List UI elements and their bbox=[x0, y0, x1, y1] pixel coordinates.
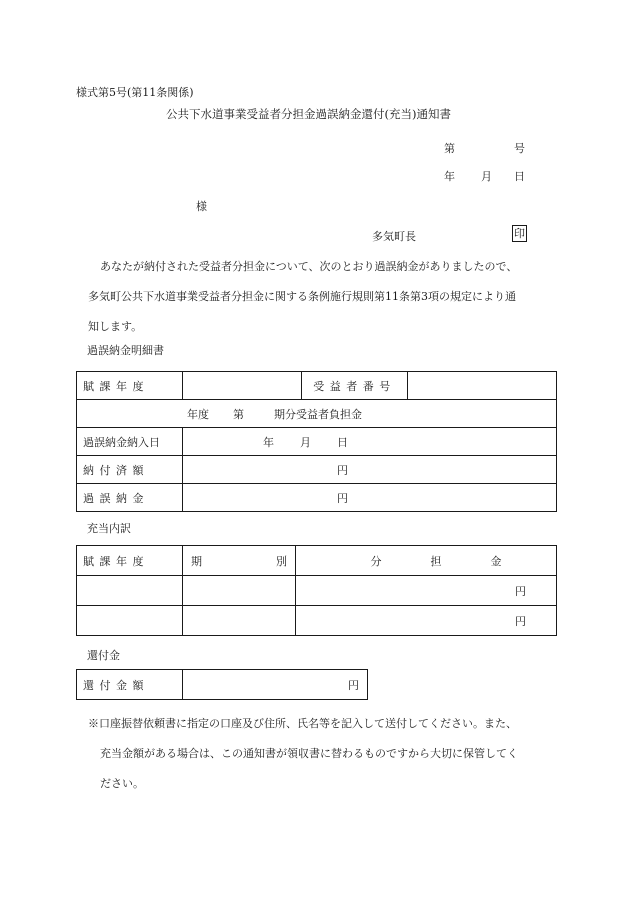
notice-body-line: 多気町公共下水道事業受益者分担金に関する条例施行規則第11条第3項の規定により通 bbox=[88, 290, 516, 303]
fiscal-year-value[interactable] bbox=[183, 372, 302, 400]
table-row bbox=[77, 606, 557, 636]
payment-date-value[interactable] bbox=[183, 428, 557, 456]
appropriation-table bbox=[76, 545, 557, 636]
table-row bbox=[77, 372, 557, 400]
table-row bbox=[77, 428, 557, 456]
payment-date-month: 月 bbox=[300, 435, 311, 449]
appropriation-share-header bbox=[296, 546, 557, 576]
table-row bbox=[77, 670, 368, 700]
refund-section-title: 還付金 bbox=[87, 649, 120, 662]
refund-amount-label: 還付金額 bbox=[77, 670, 183, 700]
appropriation-section-title: 充当内訳 bbox=[87, 522, 131, 535]
issue-date-day: 日 bbox=[514, 170, 525, 183]
refund-amount-unit: 円 bbox=[348, 678, 359, 692]
beneficiary-number-label: 受益者番号 bbox=[302, 372, 408, 400]
payment-date-year: 年 bbox=[263, 435, 274, 449]
paid-amount-label: 納付済額 bbox=[77, 456, 183, 484]
footnote-line: ださい。 bbox=[100, 777, 144, 790]
overpayment-value[interactable] bbox=[183, 484, 557, 512]
table-row bbox=[77, 456, 557, 484]
issue-date-month: 月 bbox=[481, 170, 492, 183]
table-row bbox=[77, 576, 557, 606]
appropriation-amount-cell[interactable] bbox=[296, 606, 557, 636]
footnote-line: ※口座振替依頼書に指定の口座及び住所、氏名等を記入して送付してください。また、 bbox=[88, 717, 517, 730]
table-row bbox=[77, 484, 557, 512]
issue-date-year: 年 bbox=[444, 170, 455, 183]
document-title: 公共下水道事業受益者分担金過誤納金還付(充当)通知書 bbox=[166, 107, 451, 121]
paid-amount-value[interactable] bbox=[183, 456, 557, 484]
appropriation-year-cell[interactable] bbox=[77, 576, 183, 606]
detail-section-title: 過誤納金明細書 bbox=[87, 344, 164, 357]
refund-table bbox=[76, 669, 368, 700]
appropriation-amount-cell[interactable] bbox=[296, 576, 557, 606]
period-suffix-label: 期分受益者負担金 bbox=[274, 407, 362, 421]
recipient-honorific: 様 bbox=[196, 200, 207, 213]
document-number-suffix: 号 bbox=[514, 142, 525, 155]
appropriation-year-header: 賦課年度 bbox=[77, 546, 183, 576]
period-header-b: 別 bbox=[276, 554, 287, 568]
refund-amount-value[interactable] bbox=[183, 670, 368, 700]
notice-body-line: あなたが納付された受益者分担金について、次のとおり過誤納金がありましたので、 bbox=[100, 260, 518, 273]
footnote-line: 充当金額がある場合は、この通知書が領収書に替わるものですから大切に保管してく bbox=[100, 747, 518, 760]
table-row bbox=[77, 546, 557, 576]
paid-amount-unit: 円 bbox=[337, 463, 348, 477]
amount-unit: 円 bbox=[515, 584, 526, 598]
payment-date-day: 日 bbox=[337, 435, 348, 449]
document-number-label: 第 bbox=[444, 142, 455, 155]
period-description bbox=[77, 400, 557, 428]
seal-mark: 印 bbox=[514, 227, 525, 240]
share-header-c: 金 bbox=[490, 554, 502, 568]
amount-unit: 円 bbox=[515, 614, 526, 628]
period-header-a: 期 bbox=[191, 554, 202, 568]
appropriation-period-cell[interactable] bbox=[183, 606, 296, 636]
issuer-name: 多気町長 bbox=[372, 230, 416, 243]
share-header-b: 担 bbox=[430, 554, 442, 568]
payment-date-label: 過誤納金納入日 bbox=[77, 428, 183, 456]
period-dai-label: 第 bbox=[233, 407, 244, 421]
beneficiary-number-value[interactable] bbox=[408, 372, 557, 400]
overpayment-label: 過誤納金 bbox=[77, 484, 183, 512]
table-row bbox=[77, 400, 557, 428]
form-number: 様式第5号(第11条関係) bbox=[76, 86, 194, 99]
period-nendo-label: 年度 bbox=[187, 407, 209, 421]
appropriation-period-cell[interactable] bbox=[183, 576, 296, 606]
fiscal-year-label: 賦課年度 bbox=[77, 372, 183, 400]
appropriation-period-header bbox=[183, 546, 296, 576]
overpayment-unit: 円 bbox=[337, 491, 348, 505]
appropriation-year-cell[interactable] bbox=[77, 606, 183, 636]
share-header-a: 分 bbox=[370, 554, 382, 568]
notice-body-line: 知します。 bbox=[88, 320, 143, 333]
notice-body bbox=[76, 252, 556, 342]
overpayment-detail-table bbox=[76, 371, 557, 512]
notice-footnote bbox=[88, 709, 558, 799]
